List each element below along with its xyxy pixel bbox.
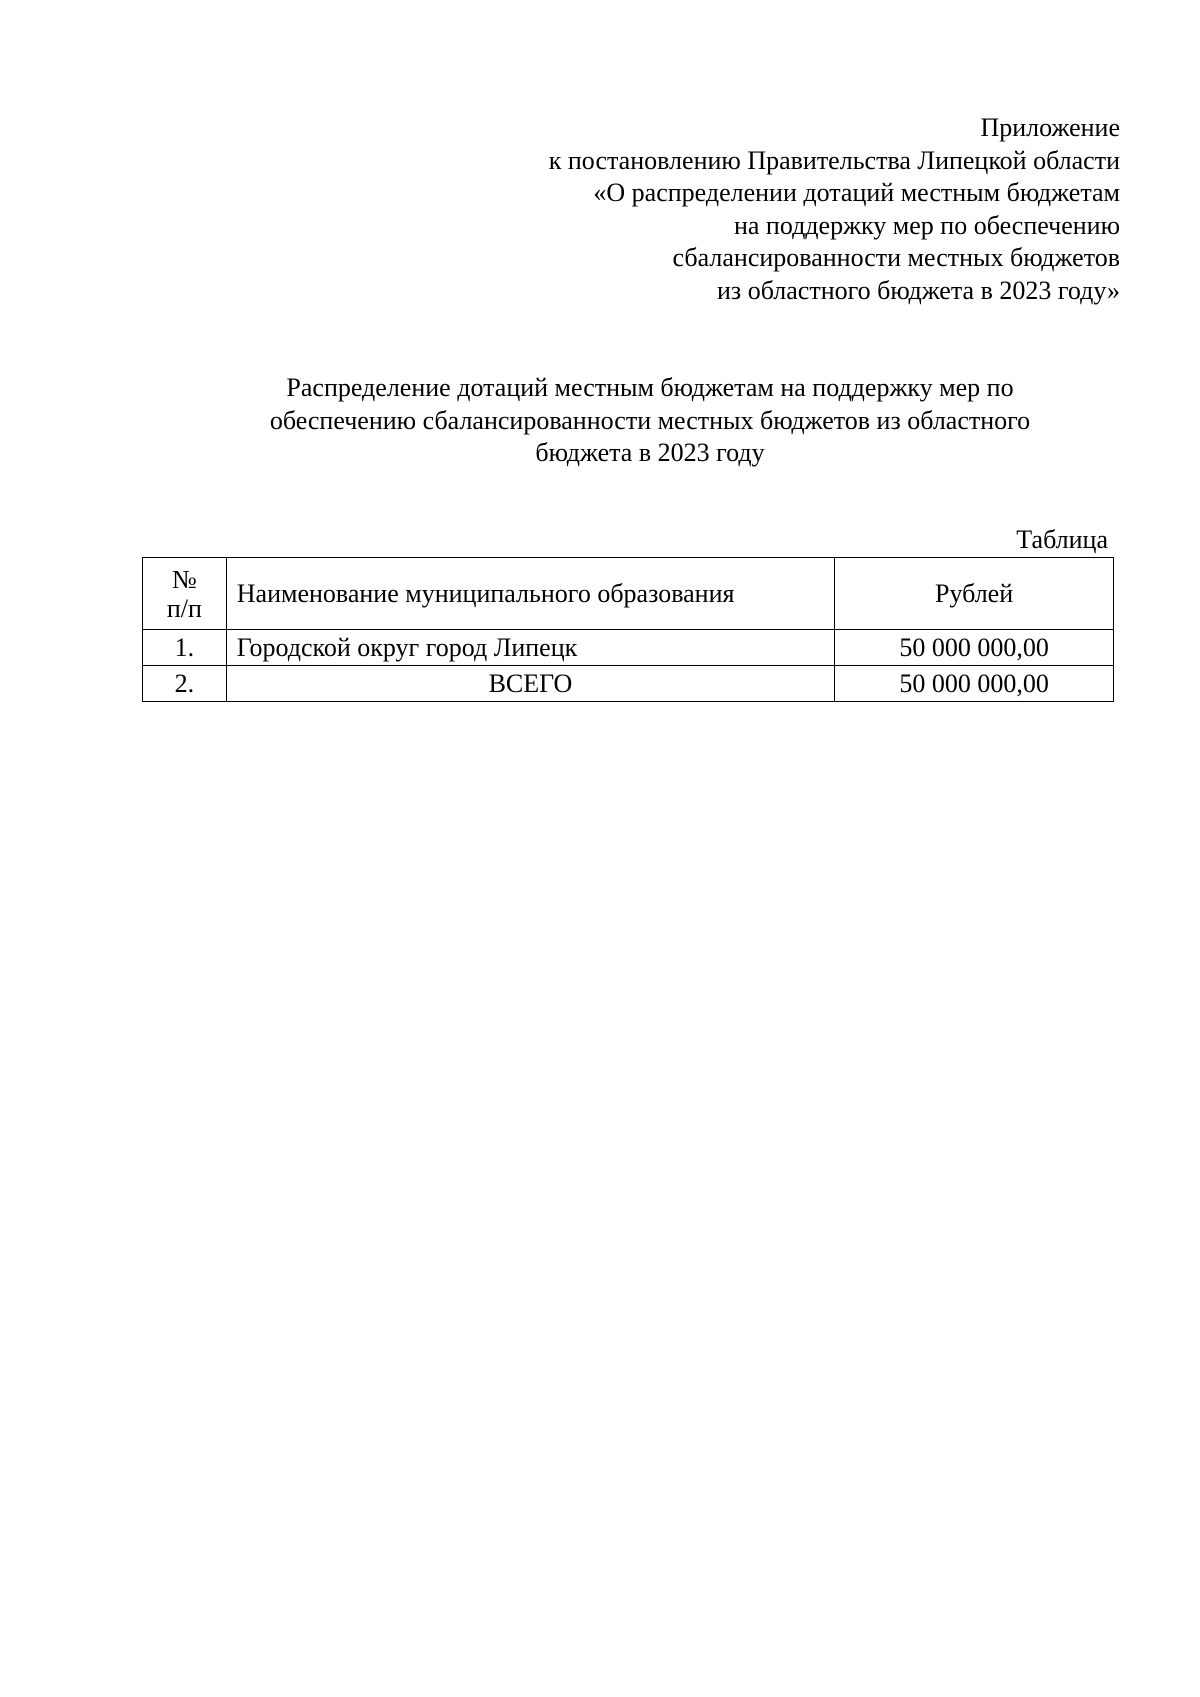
- row-total-label: ВСЕГО: [226, 666, 834, 702]
- header-rubles: Рублей: [835, 558, 1114, 630]
- header-municipality: Наименование муниципального образования: [226, 558, 834, 630]
- appendix-line: из областного бюджета в 2023 году»: [717, 275, 1120, 305]
- title-line: Распределение дотаций местным бюджетам на поддержку мер по: [286, 373, 1014, 402]
- row-amount: 50 000 000,00: [835, 666, 1114, 702]
- appendix-block: [549, 112, 1120, 307]
- row-number: 2.: [143, 666, 227, 702]
- table-row: [143, 630, 1114, 666]
- row-number: 1.: [143, 630, 227, 666]
- appendix-line: сбалансированности местных бюджетов: [672, 243, 1120, 272]
- row-amount: 50 000 000,00: [835, 630, 1114, 666]
- table-row-total: [143, 666, 1114, 702]
- title-line: обеспечению сбалансированности местных бюджетов из областного: [269, 405, 1031, 435]
- table-header-row: [143, 558, 1114, 630]
- document-title: [150, 372, 1150, 470]
- header-number: [143, 558, 227, 630]
- header-number-sign: №: [171, 564, 197, 594]
- table-caption: Таблица: [1016, 525, 1108, 554]
- appendix-line: Приложение: [980, 113, 1120, 142]
- header-number-abbr: п/п: [166, 593, 202, 623]
- appendix-line: на поддержку мер по обеспечению: [733, 210, 1120, 240]
- title-line: бюджета в 2023 году: [535, 438, 765, 467]
- appendix-line: «О распределении дотаций местным бюджетам: [593, 178, 1120, 207]
- distribution-table: [142, 557, 1114, 702]
- appendix-line: к постановлению Правительства Липецкой области: [548, 145, 1120, 175]
- row-municipality: Городской округ город Липецк: [226, 630, 834, 666]
